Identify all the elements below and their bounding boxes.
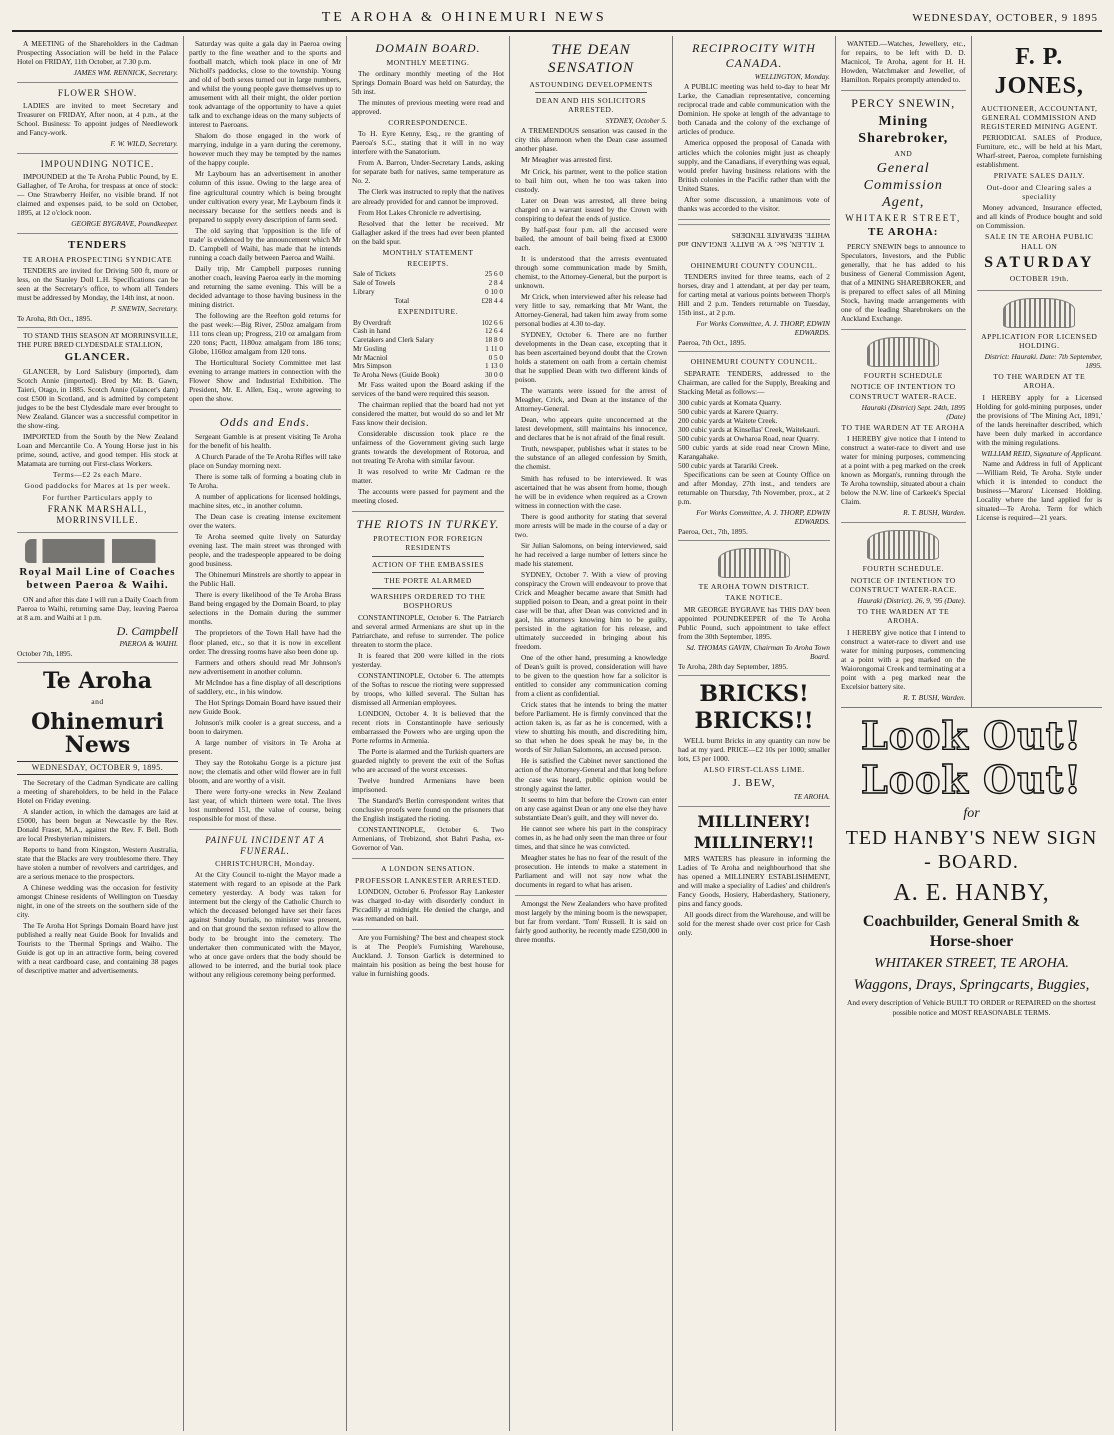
dean-dateline: SYDNEY, October 5. xyxy=(605,116,667,126)
expenditure-table xyxy=(352,319,504,380)
odds-item: Mr McIndoe has a fine display of all descriptions of saddlery, etc., in his window. xyxy=(189,677,341,696)
riots-p: It is feared that 200 were killed in the riots yesterday. xyxy=(352,650,504,669)
cadman-notice xyxy=(17,36,178,83)
millinery-ad xyxy=(678,807,830,943)
cadman-text: A MEETING of the Shareholders in the Cadman Prospecting Association will be held in the Palace Hotel on FRIDAY, 11th October, at 7.30 p.m. xyxy=(17,39,178,67)
coat-of-arms-icon xyxy=(1003,298,1075,328)
domain-p: To H. Eyre Kenny, Esq., re the granting of Paeroa's S.C., stating that it will in no way interfere with the Sanatorium. xyxy=(352,129,504,157)
impounding-notice xyxy=(17,154,178,234)
ohinemuri-tenders-metal xyxy=(678,352,830,541)
domain-board xyxy=(352,36,504,512)
furnishing-text: Are you Furnishing? The best and cheapest stock is at The People's Furnishing Warehouse, Auckland. J. Tonson Garlick is determined to maintain his position as being the best house for value in furnishing goods. xyxy=(352,932,504,979)
list-item: 200 cubic yards at Waitete Creek. xyxy=(678,415,778,425)
table-row: Mr Gosling 1 11 0 xyxy=(353,344,503,353)
water1-to: TO THE WARDEN AT TE AROHA xyxy=(841,422,965,432)
water2-location: Hauraki (District). 26, 9, '95 (Date). xyxy=(857,596,966,606)
domain-p: It was resolved to write Mr Cadman re the matter. xyxy=(352,467,504,486)
divider xyxy=(372,572,484,573)
domain-p: Resolved that the letter be received. Mr Gallagher asked if the trees had ever been planted on the bald spur. xyxy=(352,218,504,246)
jones-outdoor: Out-door and Clearing sales a speciality xyxy=(986,182,1092,201)
domain-p: Mr Fass waited upon the Board asking if the services of the band were required this season. xyxy=(352,380,504,399)
table-row: Sale of Tickets 25 6 0 xyxy=(353,270,503,279)
local-p4: The old saying that 'opposition is the life of trade' is evidenced by the announcement which Mr D. Campbell of Waihi, has made that he intends running a coach daily between Paeroa and Waihi. xyxy=(189,225,341,262)
snewin-town: TE AROHA: xyxy=(868,226,939,239)
london-heading: A LONDON SENSATION. xyxy=(381,864,475,874)
inverted-notice xyxy=(678,224,830,252)
painful-heading: PAINFUL INCIDENT AT A FUNERAL. xyxy=(205,835,325,857)
masthead xyxy=(12,8,1102,32)
odds-item: A number of applications for licensed holdings, machine sites, etc., in another column. xyxy=(189,492,341,511)
syndicate-heading: TE AROHA PROSPECTING SYNDICATE xyxy=(22,254,173,264)
table-row: Sale of Towels 2 8 4 xyxy=(353,278,503,287)
ohine-text: TENDERS invited for three teams, each of 2 horses, dray and 1 attendant, at per day per team, for carting metal at various points between Thorp's Hill and 2 p.m. Tenders returnable on Tuesday, 15th inst., at 2 p.m. xyxy=(678,272,830,318)
recip-dateline: WELLINGTON, Monday. xyxy=(754,72,830,82)
nz-note xyxy=(515,896,667,950)
jones-money: Money advanced, Insurance effected, and all kinds of Produce bought and sold on Commission. xyxy=(976,203,1102,231)
list-item: 500 cubic yards at Karere Quarry. xyxy=(678,406,779,416)
dean-sensation xyxy=(515,36,667,896)
dean-p: Mr Crick, when interviewed after his release had very little to say, remarking that Mr Want, the Attorney-General, had taken him away from some personal bodies at 4.30 to-day. xyxy=(515,291,667,328)
news-item-2: A slander action, in which the damages are laid at £5000, has been begun at Newcastle by the Rev. Donald Fraser, M.A., against the Rev. F. Bell. Both are local Presbyterian ministers. xyxy=(17,806,178,843)
metal-date: Paeroa, Oct., 7th, 1895. xyxy=(678,527,748,537)
column-1 xyxy=(12,36,184,1431)
odds-heading: Odds and Ends. xyxy=(219,415,311,430)
riots-p: CONSTANTINOPLE, October 6. The Patriarch and several armed Armenians are shut up in the Patriarchate, and refuse to surrender. The police threaten to storm the place. xyxy=(352,612,504,649)
dean-p: SYDNEY, October 6. There are no further developments in the Dean case, excepting that it has been ascertained beyond doubt that the Crown holds a statement on oath from a certain chemist that he supplied Dean with two different kinds of poison. xyxy=(515,330,667,385)
dean-p: Meagher states he has no fear of the result of the prosecution. He intends to make a statement in Parliament and will not say now what the documents in regard to what has arisen. xyxy=(515,852,667,889)
for-text: for xyxy=(963,805,980,821)
terms: Terms—£2 2s each Mare. xyxy=(52,470,143,480)
hanby-name: A. E. HANBY, xyxy=(893,879,1050,906)
town-signature: Sd. THOMAS GAVIN, Chairman To Aroha Town Board. xyxy=(686,642,830,661)
columns xyxy=(12,36,1102,1431)
coat-of-arms-icon xyxy=(867,337,939,367)
inverted-text: T. ALLEN, Sec. Y W. BATTY. ENGLAND and WHITE. SEPARATE TENDERS xyxy=(678,230,830,249)
paddocks: Good paddocks for Mares at 1s per week. xyxy=(24,481,171,491)
bricks-title-1: BRICKS! xyxy=(699,680,809,707)
mail-coach-ad xyxy=(17,533,178,664)
local-p1: Saturday was quite a gala day in Paeroa owing partly to the fine weather and to the sports and football match, which took place in one of Mr Nicholl's paddocks, close to the township. Young and old of both sexes turned out in large numbers, and whilst the young people gave themselves up to amusement with all their might, the older portion took advantage of the opportunity to have a quiet talk and to exchange ideas on the many subjects of interest to Paeroans. xyxy=(189,39,341,130)
jones-ad xyxy=(977,36,1103,291)
local-p5: Daily trip, Mr Campbell purposes running another coach, leaving Paeroa early in the morning and returning the same evening. This will be a decided advantage to those having business in the mining district. xyxy=(189,263,341,309)
pound-signature: GEORGE BYGRAVE, Poundkeeper. xyxy=(71,219,178,229)
expenditure-heading: EXPENDITURE. xyxy=(397,307,459,317)
dean-p: Truth, newspaper, publishes what it states to be the substance of an alleged confession by Smith, the chemist. xyxy=(515,444,667,472)
jones-private: PRIVATE SALES DAILY. xyxy=(993,171,1085,181)
local-news xyxy=(189,36,341,410)
domain-p: The accounts were passed for payment and the meeting closed. xyxy=(352,487,504,506)
table-row: Library 0 10 0 xyxy=(353,287,503,296)
dean-p: Sir Julian Salomons, on being interviewed, said he had received a large number of letters since he made his statement. xyxy=(515,540,667,568)
snewin-ad xyxy=(841,91,966,330)
masthead-date: WEDNESDAY, OCTOBER, 9 1895 xyxy=(912,12,1098,24)
odds-item: There is every likelihood of the Te Aroha Brass Band being engaged by the Domain Board, to play selections in the Domain during the summer months. xyxy=(189,590,341,627)
odds-item: The Hot Springs Domain Board have issued their new Guide Book. xyxy=(189,697,341,716)
recip-p: After some discussion, a unanimous vote of thanks was accorded to the visitor. xyxy=(678,194,830,213)
bew-name: J. BEW, xyxy=(732,776,776,789)
lankester-heading: PROFESSOR LANKESTER ARRESTED. xyxy=(355,875,501,885)
column-5 xyxy=(673,36,836,1431)
london-sensation xyxy=(352,859,504,930)
dean-p: It seems to him that before the Crown can enter on any case against Dean or any one else they have substantiate Dean's guilt, and they will never do. xyxy=(515,794,667,822)
ohine-signature: For Works Committee, A. J. THORP, EDWIN EDWARDS. xyxy=(696,319,830,338)
riots-p: CONSTANTINOPLE, October 6. Two Armenians, of Trebizond, shot Bahri Pasha, ex-Governor of Van. xyxy=(352,825,504,853)
list-item: 500 cubic yards at side road near Crown Mine, Karangahake. xyxy=(678,442,830,461)
water-race-1 xyxy=(841,330,966,523)
dean-p: He cannot see where his part in the conspiracy comes in, as he had only seen the man three or four times, and that since he was convicted. xyxy=(515,823,667,851)
riots-sub-4: WARSHIPS ORDERED TO THE BOSPHORUS xyxy=(370,592,486,611)
water1-text: I HEREBY give notice that I intend to construct a water-race to divert and use water for mining purposes, commencing at a point with a peg marked on the creek known as Morgan's, running through the Te Aroha township, situated about a chain below the N.W. line of Carkeek's Special Claim. xyxy=(841,434,966,507)
news-item-1: The Secretary of the Cadman Syndicate are calling a meeting of shareholders, to be held in the Palace Hotel on Friday evening. xyxy=(17,777,178,805)
lime-line: ALSO FIRST-CLASS LIME. xyxy=(703,765,805,775)
water-race-2 xyxy=(841,523,966,707)
water2-text: I HEREBY give notice that I intend to construct a water-race to divert and use water for mining purposes, commencing at a point with a peg marked on the Waiorongomai Creek and terminating at a point with a peg marked near the Excelsior battery site. xyxy=(841,627,966,691)
tenders xyxy=(17,234,178,328)
riots-p: LONDON, October 4. It is believed that the recent riots in Constantinople have seriously embarrassed the Powers who are urging upon the Porte reforms in Armenia. xyxy=(352,708,504,745)
licensed-holding xyxy=(977,291,1103,529)
receipts-table xyxy=(352,270,504,305)
flower-heading: FLOWER SHOW. xyxy=(57,88,138,99)
metal-signature: For Works Committee, A. J. THORP, EDWIN EDWARDS. xyxy=(696,508,830,527)
column-6-top xyxy=(841,36,1102,707)
masthead-title: TE AROHA & OHINEMURI NEWS xyxy=(321,10,607,25)
snewin-line1: Mining Sharebroker, xyxy=(858,113,949,146)
jones-subheading: AUCTIONEER, ACCOUNTANT, GENERAL COMMISSION AND REGISTERED MINING AGENT. xyxy=(980,103,1098,132)
pound-heading: IMPOUNDING NOTICE. xyxy=(40,159,155,170)
local-p3: Mr Laybourn has an advertisement in another column of this issue. Owing to the large area of fine agricultural country which is being brought under cultivation every year, Mr Laybourn finds it necessary because for the settlers needs and is prepared to supply every description of farm seed. xyxy=(189,169,341,224)
fourth-schedule-1: FOURTH SCHEDULE xyxy=(863,371,943,381)
paper-and: and xyxy=(91,697,104,707)
snewin-line2: General Commission Agent, xyxy=(863,161,943,211)
riots-p: Twelve hundred Armenians have been imprisoned. xyxy=(352,776,504,795)
water2-to: TO THE WARDEN AT TE AROHA. xyxy=(857,607,950,626)
wanted-ad xyxy=(841,36,966,91)
millinery-note: All goods direct from the Warehouse, and will be sold for the merest shade over cost price for Cash only. xyxy=(678,910,830,938)
coat-of-arms-icon xyxy=(867,530,939,560)
millinery-text: MRS WATERS has pleasure in informing the Ladies of Te Aroha and neighbourhood that she has opened a MILLINERY ESTABLISHMENT, and will make a speciality of Ladies' and children's Fancy Goods, Hosiery, Haberdashery, Stationery, pins and fancy goods. xyxy=(678,854,830,909)
bricks-title-2: BRICKS!! xyxy=(694,708,814,734)
water2-heading: NOTICE OF INTENTION TO CONSTRUCT WATER-RACE. xyxy=(849,575,957,594)
jones-text: PERIODICAL SALES of Produce, Furniture, etc., will be held at his Mart, Wharf-street, Paeroa, complete furnishing establishment. xyxy=(976,133,1102,170)
statement-heading: MONTHLY STATEMENT xyxy=(382,247,474,257)
dean-p: Mr Crick, his partner, went to the police station to bail him out, when he too was taken into custody. xyxy=(515,166,667,194)
hanby-goods: Waggons, Drays, Springcarts, Buggies, xyxy=(853,977,1090,994)
tenders-heading: TENDERS xyxy=(68,239,127,252)
dean-p: Crick states that he intends to bring the matter before Parliament. He is firmly convinced that the action taken is, as far as he is concerned, with a view to shutting his mouth, and discrediting him, so that when he does speak he may be, in the words of Sir Julian Salomons, an accused person. xyxy=(515,700,667,755)
dean-p: Dean, who appears quite unconcerned at the latest development, still maintains his innocence, and declares that he is not afraid of the final result. xyxy=(515,415,667,443)
odds-item: Johnson's milk cooler is a great success, and a boon to dairymen. xyxy=(189,717,341,736)
hanby-board: TED HANBY'S NEW SIGN - BOARD. xyxy=(845,827,1098,874)
column-4 xyxy=(510,36,673,1431)
water2-signature: R. T. BUSH, Warden. xyxy=(903,692,966,702)
millinery-title-2: MILLINERY!! xyxy=(693,832,815,852)
paper-title-2: Ohinemuri News xyxy=(31,708,164,758)
licensed-location: District: Hauraki. Date: 7th September, 1895. xyxy=(984,352,1102,371)
stand-text: TO STAND THIS SEASON AT MORRINSVILLE, THE PURE BRED CLYDESDALE STALLION, xyxy=(17,331,178,350)
bew-place: TE AROHA. xyxy=(793,791,830,801)
painful-text: At the City Council to-night the Mayor made a statement with regard to an episode at the Park cemetery yesterday. A body was taken for interment but the clergy of the Catholic Church to which the deceased belonged have set their faces against Sunday burials, no minister was present, and on that ground the sexton refused to allow the body to be brought into the cemetery. The undertaker then communicated with the Mayor, who at once gave orders that the body should be allowed to be interred, and the burial took place without any religious ceremony being performed. xyxy=(189,870,341,979)
mail-date: October 7th, 1895. xyxy=(17,649,73,659)
odds-item: There is some talk of forming a boating club in Te Aroha. xyxy=(189,471,341,490)
syndicate-text: TENDERS are invited for Driving 500 ft, more or less, on the Stanley Doll L.H. Specifications can be seen at the Secretary's office, to whom all Tenders must be addressed by Monday, the 14th inst, at noon. xyxy=(17,266,178,303)
syndicate-date: Te Aroha, 8th Oct., 1895. xyxy=(17,314,93,324)
horse-text: GLANCER, by Lord Salisbury (imported), dam Scotch Annie (imported). Bred by Mr. B. Gawn, Taieri, Otago, in 1885. Scotch Annie (Glancer's dam) cost £500 in Scotland, and is admitted by competent judges to be the best Clydesdale mare ever brought to New Zealand. Glancer was a successful competitor in the show-ring. xyxy=(17,366,178,430)
receipts-heading: RECEIPTS. xyxy=(407,258,449,268)
licensed-signature: WILLIAM REID, Signature of Applicant. xyxy=(981,448,1102,458)
mail-signature: D. Campbell xyxy=(116,623,178,638)
painful-incident xyxy=(189,830,341,985)
wanted-text: WANTED.—Watches, Jewellery, etc., for repairs, to be left with D. D. Macnicol, Te Aroha, agent for H. H. Howden, Watchmaker and Jeweller, of Hamilton. Repairs promptly attended to. xyxy=(841,39,966,85)
domain-p: Considerable discussion took place re the unfairness of the Government giving such large grants towards the development of Rotorua, and not treating Te Aroha with similar favour. xyxy=(352,429,504,466)
column-3 xyxy=(347,36,510,1431)
divider xyxy=(372,556,484,557)
town-district xyxy=(678,541,830,676)
imported-text: IMPORTED from the South by the New Zealand Loan and Mercantile Co. A Young Horse just in his prime, sound, active, and good temper. His stock at Matamata are turning out First-class Workers. xyxy=(17,431,178,469)
hanby-trade: Coachbuilder, General Smith & Horse-shoer xyxy=(862,913,1081,950)
painful-dateline: CHRISTCHURCH, Monday. xyxy=(215,859,315,869)
domain-p: From A. Barron, Under-Secretary Lands, asking for separate bath for natives, same temperature as No. 2. xyxy=(352,158,504,186)
dean-p: Smith has refused to be interviewed. It was ascertained that he was absent from home, though he will be in evidence when required as a Crown witness in connection with the case. xyxy=(515,473,667,510)
domain-subheading: MONTHLY MEETING. xyxy=(386,57,470,67)
water1-location: Hauraki (District) Sept. 24th, 1895 (Date) xyxy=(861,402,966,421)
domain-p: The minutes of previous meeting were read and approved. xyxy=(352,97,504,116)
metal-intro: SEPARATE TENDERS, addressed to the Chairman, are called for the Supply, Breaking and Stacking Metal as follows:— xyxy=(678,368,830,396)
lookout-title-2: Look Out! xyxy=(861,756,1082,802)
odds-item: Farmers and others should read Mr Johnson's new advertisement in another column. xyxy=(189,657,341,676)
riots-p: The Standard's Berlin correspondent writes that conclusive proofs were found on the prisoners that the English instigated the rioting. xyxy=(352,796,504,824)
licensed-to: TO THE WARDEN AT TE AROHA. xyxy=(993,372,1086,391)
bricks-ad xyxy=(678,676,830,807)
local-p2: Shalom do those engaged in the work of marrying, indulge in a yarn during the ceremony, however much they may be tempted by the names of the happy couple. xyxy=(189,131,341,168)
fourth-schedule-2: FOURTH SCHEDULE. xyxy=(862,564,944,574)
column-6a xyxy=(841,36,972,707)
local-p6: The following are the Reefton gold returns for the past week:—Big River, 250oz amalgam from 111 tons clean up; Progress, 210 oz amalgam from 220 tons; Pactt, 1180oz amalgam from 186 tons; Globe, 1160oz amalgam from 120 tons. xyxy=(189,310,341,357)
divider xyxy=(535,92,647,93)
coach-illustration-icon xyxy=(25,539,170,563)
snewin-and: AND xyxy=(894,148,913,158)
marshall-name: FRANK MARSHALL, MORRINSVILLE. xyxy=(47,503,148,525)
hanby-text: And every description of Vehicle BUILT TO ORDER or REPAIRED on the shortest possible notice and MOST REASONABLE TERMS. xyxy=(847,998,1096,1017)
town-heading: TE AROHA TOWN DISTRICT. xyxy=(698,582,810,592)
furnishing-ad xyxy=(352,930,504,984)
dean-p: It is understood that the arrests eventuated through some communication made by Smith, chemist, to the Attorney-General, but the purport is unknown. xyxy=(515,253,667,290)
divider xyxy=(372,588,484,589)
ohine-heading-2: OHINEMURI COUNTY COUNCIL. xyxy=(690,357,818,367)
ohinemuri-tenders-teams xyxy=(678,256,830,353)
millinery-title-1: MILLINERY! xyxy=(697,811,811,831)
odds-item: A Church Parade of the Te Aroha Rifles will take place on Sunday morning next. xyxy=(189,451,341,470)
table-row: Caretakers and Clerk Salary 18 8 0 xyxy=(353,336,503,345)
town-subheading: TAKE NOTICE. xyxy=(725,593,783,603)
ohine-heading: OHINEMURI COUNTY COUNCIL. xyxy=(690,260,818,270)
jones-day: SATURDAY xyxy=(984,253,1095,271)
lookout-title-1: Look Out! xyxy=(861,712,1082,758)
ohine-date: Paeroa, 7th Oct., 1895. xyxy=(678,338,746,348)
table-row: Cash in hand 12 6 4 xyxy=(353,327,503,336)
list-item: 300 cubic yards at Komata Quarry. xyxy=(678,397,782,407)
recip-p: A PUBLIC meeting was held to-day to hear Mr Larke, the Canadian representative, concerning reciprocal trade and cable communication with the Dominion. He spoke at length of the advantage to both Canada and the colony of the exchange of articles of produce. xyxy=(678,82,830,137)
mail-text: ON and after this date I will run a Daily Coach from Paeroa to Waihi, returning same Day, leaving Paeroa at 8 a.m. and Waihi at 1 p.m. xyxy=(17,594,178,622)
jones-date: OCTOBER 19th. xyxy=(1009,274,1069,284)
nz-note-text: Amongst the New Zealanders who have profited most largely by the mining boom is the newspaper, but far from verdant. 'Tom' Russell. It is said on fairly good authority, he recently made £250,000 in three months. xyxy=(515,898,668,944)
column-6b xyxy=(972,36,1103,707)
mail-signature-place: PAEROA & WAIHI. xyxy=(119,639,178,649)
mail-heading: Royal Mail Line of Coaches between Paeroa & Waihi. xyxy=(19,565,176,592)
local-p7: The Horticultural Society Committee met last evening to arrange matters in connection with the Flower Show and Industrial Exhibition. The President, Mr. E. Allen, Esq., wrote agreeing to open the show. xyxy=(189,358,341,404)
news-item-4: A Chinese wedding was the occasion for festivity amongst Chinese residents of Wellington on Tuesday night, in one of the streets on the southern side of the city. xyxy=(17,882,178,920)
recip-p: America opposed the proposal of Canada with articles which the colonies might just as cheaply supply, and the Canadians, if everything was equal, would prefer having business relations with the British colonies in the Pacific rather than with the United States. xyxy=(678,138,830,193)
jones-name: F. P. JONES, xyxy=(994,44,1084,100)
licensed-text: I HEREBY apply for a Licensed Holding for gold-mining purposes, under the provisions of 'The Mining Act, 1891,' of the lands hereinafter described, which have been duly marked in accordance with the mining regulations. xyxy=(976,392,1102,447)
flower-signature: F. W. WILD, Secretary. xyxy=(110,139,178,149)
bricks-text: WELL burnt Bricks in any quantity can now be had at my yard. PRICE—£2 10s per 1000; smaller lots, £3 per 1000. xyxy=(678,736,830,764)
list-item: 500 cubic yards at Tarariki Creek. xyxy=(678,460,779,470)
odds-item: They say the Rotokahu Gorge is a picture just now; the clematis and other wild flower are in full bloom, and are worthy of a visit. xyxy=(189,757,341,785)
hanby-ad xyxy=(841,707,1102,1023)
news-item-3: Reports to hand from Kingston, Western Australia, state that the Blacks are very troublesome there. They have stolen a number of revolvers and cartridges, and are a serious menace to the prospectors. xyxy=(17,844,178,881)
odds-item: The Dean case is creating intense excitement over the waters. xyxy=(189,512,341,531)
recip-heading: RECIPROCITY WITH CANADA. xyxy=(692,41,816,70)
list-item: 300 cubic yards at Kinsellas' Creek, Waitekauri. xyxy=(678,424,820,434)
riots-in-turkey xyxy=(352,512,504,859)
odds-and-ends xyxy=(189,410,341,830)
snewin-name: PERCY SNEWIN, xyxy=(851,96,956,111)
dean-p: A TREMENDOUS sensation was caused in the city this afternoon when the Dean case assumed another phase. xyxy=(515,126,667,154)
odds-item: A large number of visitors in Te Aroha at present. xyxy=(189,737,341,756)
flower-text: LADIES are invited to meet Secretary and Treasurer on FRIDAY, After noon, at 4 p.m., at the School. Business: To appoint judges of Needlework and Fancy-work. xyxy=(17,101,178,138)
correspondence-heading: CORRESPONDENCE. xyxy=(388,118,468,128)
dean-heading: THE DEAN SENSATION xyxy=(548,42,634,77)
table-row: By Overdraft 102 6 6 xyxy=(353,318,503,327)
water1-signature: R. T. BUSH, Warden. xyxy=(903,508,966,518)
licensed-heading: APPLICATION FOR LICENSED HOLDING. xyxy=(981,331,1098,350)
dean-subheading: ASTOUNDING DEVELOPMENTS xyxy=(529,79,653,89)
dean-p: There is good authority for stating that several more arrests will be made in the course of a day or two. xyxy=(515,511,667,539)
paper-nameplate xyxy=(17,663,178,981)
riots-sub-2: ACTION OF THE EMBASSIES xyxy=(372,559,484,569)
jones-sale: SALE IN TE AROHA PUBLIC HALL ON xyxy=(985,232,1094,251)
metal-specs: Specifications can be seen at County Office on and after Monday, 27th inst., and tenders are returnable on Thursday, 7th November, prox., at 2 p.m. xyxy=(678,469,830,506)
odds-item: There were forty-one wrecks in New Zealand last year, of which thirteen were total. The lives lost numbered 151, the value of course, being responsible for most of these. xyxy=(189,786,341,824)
cadman-signature: JAMES WM. RENNICK, Secretary. xyxy=(73,68,178,78)
town-text: MR GEORGE BYGRAVE has THIS DAY been appointed POUNDKEEPER of the Te Aroha Public Pound, such appointment to take effect from the 30th September, 1895. xyxy=(678,604,830,641)
pound-text: IMPOUNDED at the Te Aroha Public Pound, by E. Gallagher, of Te Aroha, for trespass at once of stock:— One Strawberry Heifer, no visible brand. If not claimed and expenses paid, to be sold on October, 1895, at 12 o'clock noon. xyxy=(17,172,178,218)
table-row: Te Aroha News (Guide Book) 30 0 0 xyxy=(353,371,503,380)
hanby-street: WHITAKER STREET, TE AROHA. xyxy=(874,956,1069,972)
riots-p: CONSTANTINOPLE, October 6. The attempts of the Softas to rescue the rioting were suppressed by troops, who killed several. The Sultan has dismissed all Armenian employees. xyxy=(352,670,504,707)
domain-p: The chairman replied that the board had not yet considered the matter, but would do so and let Mr Fass know their decision. xyxy=(352,400,504,428)
particulars: For further Particulars apply to xyxy=(42,492,153,502)
odds-item: Te Aroha seemed quite lively on Saturday evening last. The main street was thronged with people, and the tradespeople appeared to be doing good business. xyxy=(189,532,341,569)
riots-heading: THE RIOTS IN TURKEY. xyxy=(356,517,500,532)
riots-sub-3: THE PORTE ALARMED xyxy=(384,575,472,585)
dean-p: The warrants were issued for the arrest of Meagher, Crick, and Dean at the instance of the Attorney-General. xyxy=(515,386,667,414)
domain-p: The ordinary monthly meeting of the Hot Springs Domain Board was held on Saturday, the 5th inst. xyxy=(352,68,504,96)
column-6 xyxy=(836,36,1102,1431)
dean-subheading-2: DEAN AND HIS SOLICITORS ARRESTED. xyxy=(535,95,647,115)
flower-show xyxy=(17,83,178,154)
licensed-text-2: Name and Address in full of Applicant—William Reid, Te Aroha. Style under which it is intended to conduct the business—'Marora' Licensed Holding. Locality where the land applied for is situated—Te Aroha. Term for which License is required—21 years. xyxy=(976,458,1102,522)
dean-p: By half-past four p.m. all the accused were bailed, the amount of bail being fixed at £3000 each. xyxy=(515,224,667,252)
lankester-text: LONDON, October 6. Professor Ray Lankester was charged to-day with disorderly conduct in Piccadilly at midnight. He denied the charge, and was remanded on bail. xyxy=(352,886,504,923)
paper-date: WEDNESDAY, OCTOBER 9, 1895. xyxy=(17,761,178,775)
dean-p: Mr Meagher was arrested first. xyxy=(521,155,613,165)
dean-p: Later on Dean was arrested, all three being charged on a warrant issued by the Crown with conspiring to defeat the ends of justice. xyxy=(515,195,667,223)
snewin-text: PERCY SNEWIN begs to announce to Speculators, Investors, and the Public generally, that he has added to his business of General Commission Agent, that of a MINING SHAREBROKER, and is prepared to effect sales of all Mining Stock, having made arrangements with one of the leading Sharebrokers on the Auckland Exchange. xyxy=(841,241,966,324)
table-row: Total £28 4 4 xyxy=(394,296,503,305)
odds-item: The proprietors of the Town Hall have had the floor planed, etc., so that it is now in excellent order. The dressing rooms have also been done up. xyxy=(189,628,341,656)
table-row: Mrs Simpson 1 13 0 xyxy=(353,362,503,371)
stallion-ad xyxy=(17,328,178,533)
list-item: 500 cubic yards at Owharoa Road, near Quarry. xyxy=(678,433,819,443)
domain-p: The Clerk was instructed to reply that the natives are already provided for and cannot be improved. xyxy=(352,187,504,206)
dean-p: SYDNEY, October 7. With a view of proving conspiracy the Crown will endeavour to prove that Crick and Meagher became aware that Smith had supplied poison to Dean, and a great point in their case will be that, after Dean was convicted and in gaol, his attorneys knowing him to be guilty, persisted in the agitation for his release, and ultimately succeeded in bringing about his freedom. xyxy=(515,569,667,652)
syndicate-signature: P. SNEWIN, Secretary. xyxy=(110,304,178,314)
riots-p: The Porte is alarmed and the Turkish quarters are guarded nightly to prevent the exit of the Softas who are accused of the worst excesses. xyxy=(352,746,504,775)
domain-heading: DOMAIN BOARD. xyxy=(375,41,481,55)
coat-of-arms-icon xyxy=(718,548,790,578)
dean-p: He is satisfied the Cabinet never sanctioned the action of the Attorney-General and that long before the case was heard, public opinion would be strongly against the latter. xyxy=(515,756,667,793)
column-2 xyxy=(184,36,347,1431)
odds-item: Sergeant Gamble is at present visiting Te Aroha for the benefit of his health. xyxy=(189,431,341,450)
riots-sub-1: PROTECTION FOR FOREIGN RESIDENTS xyxy=(373,534,483,553)
snewin-street: WHITAKER STREET, xyxy=(845,213,962,224)
town-date: Te Aroha, 28th day September, 1895. xyxy=(678,661,789,671)
domain-p: From Hot Lakes Chronicle re advertising. xyxy=(358,207,482,217)
news-item-5: The Te Aroha Hot Springs Domain Board have just published a really neat Guide Book for Invalids and Tourists to the Thermal Springs and Waiho. The Guide is got up in an attractive form, being covered with a neat cardboard case, and containing 38 pages of descriptive matter and advertisements. xyxy=(17,921,178,976)
dean-p: One of the other hand, presuming a knowledge of Dean's guilt is proved, consideration will have to be given to the question how far a solicitor is entitled to consider any communication coming from a client as confidential. xyxy=(515,653,667,699)
horse-name: GLANCER. xyxy=(64,351,131,364)
table-row: Mr Macniol 0 5 0 xyxy=(353,353,503,362)
odds-item: The Ohinemuri Minstrels are shortly to appear in the Public Hall. xyxy=(189,570,341,589)
reciprocity xyxy=(678,36,830,220)
paper-title-1: Te Aroha xyxy=(42,668,153,695)
water1-heading: NOTICE OF INTENTION TO CONSTRUCT WATER-RACE. xyxy=(849,382,957,401)
